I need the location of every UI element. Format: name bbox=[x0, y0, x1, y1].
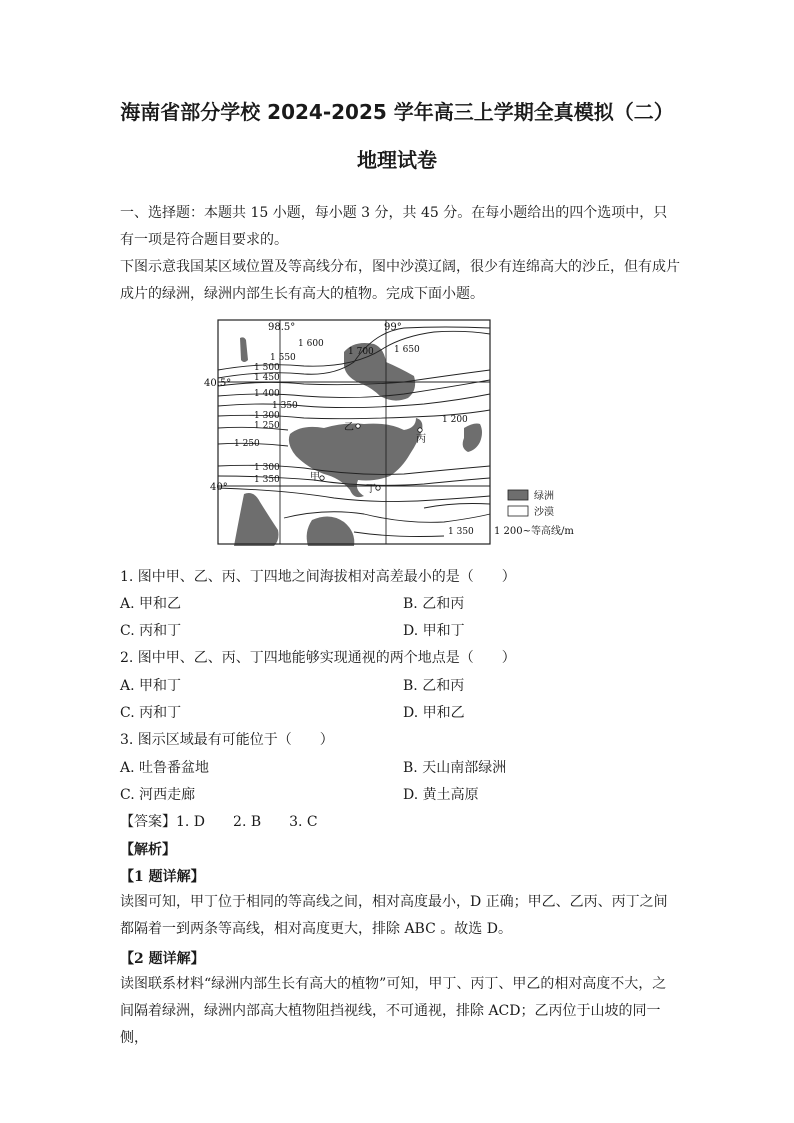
legend-contour: 1 200~等高线/m bbox=[494, 526, 574, 537]
answer-line: 【答案】1. D 2. B 3. C bbox=[120, 814, 318, 830]
paper-title: 海南省部分学校 2024-2025 学年高三上学期全真模拟（二） bbox=[120, 100, 674, 124]
oasis-region bbox=[240, 337, 248, 362]
contour-label: 1 400 bbox=[254, 389, 280, 399]
contour-label: 1 450 bbox=[254, 373, 280, 383]
q2-option-d: D. 甲和乙 bbox=[403, 705, 465, 721]
q2-option-c: C. 丙和丁 bbox=[120, 705, 182, 721]
longitude-label: 98.5° bbox=[268, 322, 296, 333]
material-text: 下图示意我国某区域位置及等高线分布，图中沙漠辽阔，很少有连绵高大的沙丘，但有成片成片的绿洲，绿洲内部生长有高大的植物。完成下面小题。 bbox=[120, 259, 680, 302]
legend-desert: 沙漠 bbox=[534, 507, 554, 518]
q2-option-a: A. 甲和丁 bbox=[120, 678, 182, 694]
question-2-stem: 2. 图中甲、乙、丙、丁四地能够实现通视的两个地点是（ ） bbox=[120, 650, 516, 666]
detail-1-text: 读图可知，甲丁位于相同的等高线之间，相对高度最小，D 正确；甲乙、乙丙、丙丁之间都隔着一到两条等高线，相对高度更大，排除 ABC 。故选 D。 bbox=[120, 894, 668, 937]
contour-label: 1 350 bbox=[254, 475, 280, 485]
oasis-region bbox=[307, 516, 355, 546]
q3-option-c: C. 河西走廊 bbox=[120, 787, 196, 803]
q2-option-b: B. 乙和丙 bbox=[403, 678, 465, 694]
contour-label: 1 300 bbox=[254, 411, 280, 421]
contour-label: 1 250 bbox=[234, 439, 260, 449]
paper-subtitle: 地理试卷 bbox=[357, 148, 437, 172]
contour-label: 1 700 bbox=[348, 347, 374, 357]
contour-label: 1 500 bbox=[254, 363, 280, 373]
detail-2-label: 【2 题详解】 bbox=[120, 951, 205, 967]
question-3-stem: 3. 图示区域最有可能位于（ ） bbox=[120, 732, 334, 748]
contour-label: 1 550 bbox=[270, 353, 296, 363]
detail-1-label: 【1 题详解】 bbox=[120, 869, 205, 885]
contour-label: 1 200 bbox=[442, 415, 468, 425]
analysis-label: 【解析】 bbox=[120, 842, 176, 858]
q3-option-b: B. 天山南部绿洲 bbox=[403, 760, 507, 776]
latitude-label: 40° bbox=[210, 482, 228, 493]
contour-map bbox=[204, 318, 594, 546]
latitude-label: 40.5° bbox=[204, 378, 232, 389]
contour-label: 1 350 bbox=[448, 527, 474, 537]
q1-option-b: B. 乙和丙 bbox=[403, 596, 465, 612]
contour-label: 1 600 bbox=[298, 339, 324, 349]
q1-option-d: D. 甲和丁 bbox=[403, 623, 465, 639]
contour-label: 1 300 bbox=[254, 463, 280, 473]
place-label-jia: 甲 bbox=[310, 472, 320, 483]
section-intro: 一、选择题：本题共 15 小题，每小题 3 分，共 45 分。在每小题给出的四个选项中，只有一项是符合题目要求的。 bbox=[120, 205, 668, 248]
contour-label: 1 350 bbox=[272, 401, 298, 411]
legend-oasis: 绿洲 bbox=[534, 491, 554, 502]
contour-label: 1 250 bbox=[254, 421, 280, 431]
q3-option-a: A. 吐鲁番盆地 bbox=[120, 760, 210, 776]
place-label-ding: 丁 bbox=[366, 484, 376, 495]
contour-label: 1 650 bbox=[394, 345, 420, 355]
longitude-label: 99° bbox=[384, 322, 402, 333]
oasis-region bbox=[234, 493, 279, 546]
q3-option-d: D. 黄土高原 bbox=[403, 787, 479, 803]
question-1-stem: 1. 图中甲、乙、丙、丁四地之间海拔相对高差最小的是（ ） bbox=[120, 569, 516, 585]
q1-option-c: C. 丙和丁 bbox=[120, 623, 182, 639]
place-label-yi: 乙 bbox=[344, 422, 354, 433]
place-label-bing: 丙 bbox=[416, 434, 426, 445]
oasis-region bbox=[463, 424, 482, 453]
q1-option-a: A. 甲和乙 bbox=[120, 596, 182, 612]
detail-2-text: 读图联系材料“绿洲内部生长有高大的植物”可知，甲丁、丙丁、甲乙的相对高度不大，之间隔着绿洲，绿洲内部高大植物阻挡视线，不可通视，排除 ACD；乙丙位于山坡的同一侧， bbox=[120, 976, 667, 1046]
